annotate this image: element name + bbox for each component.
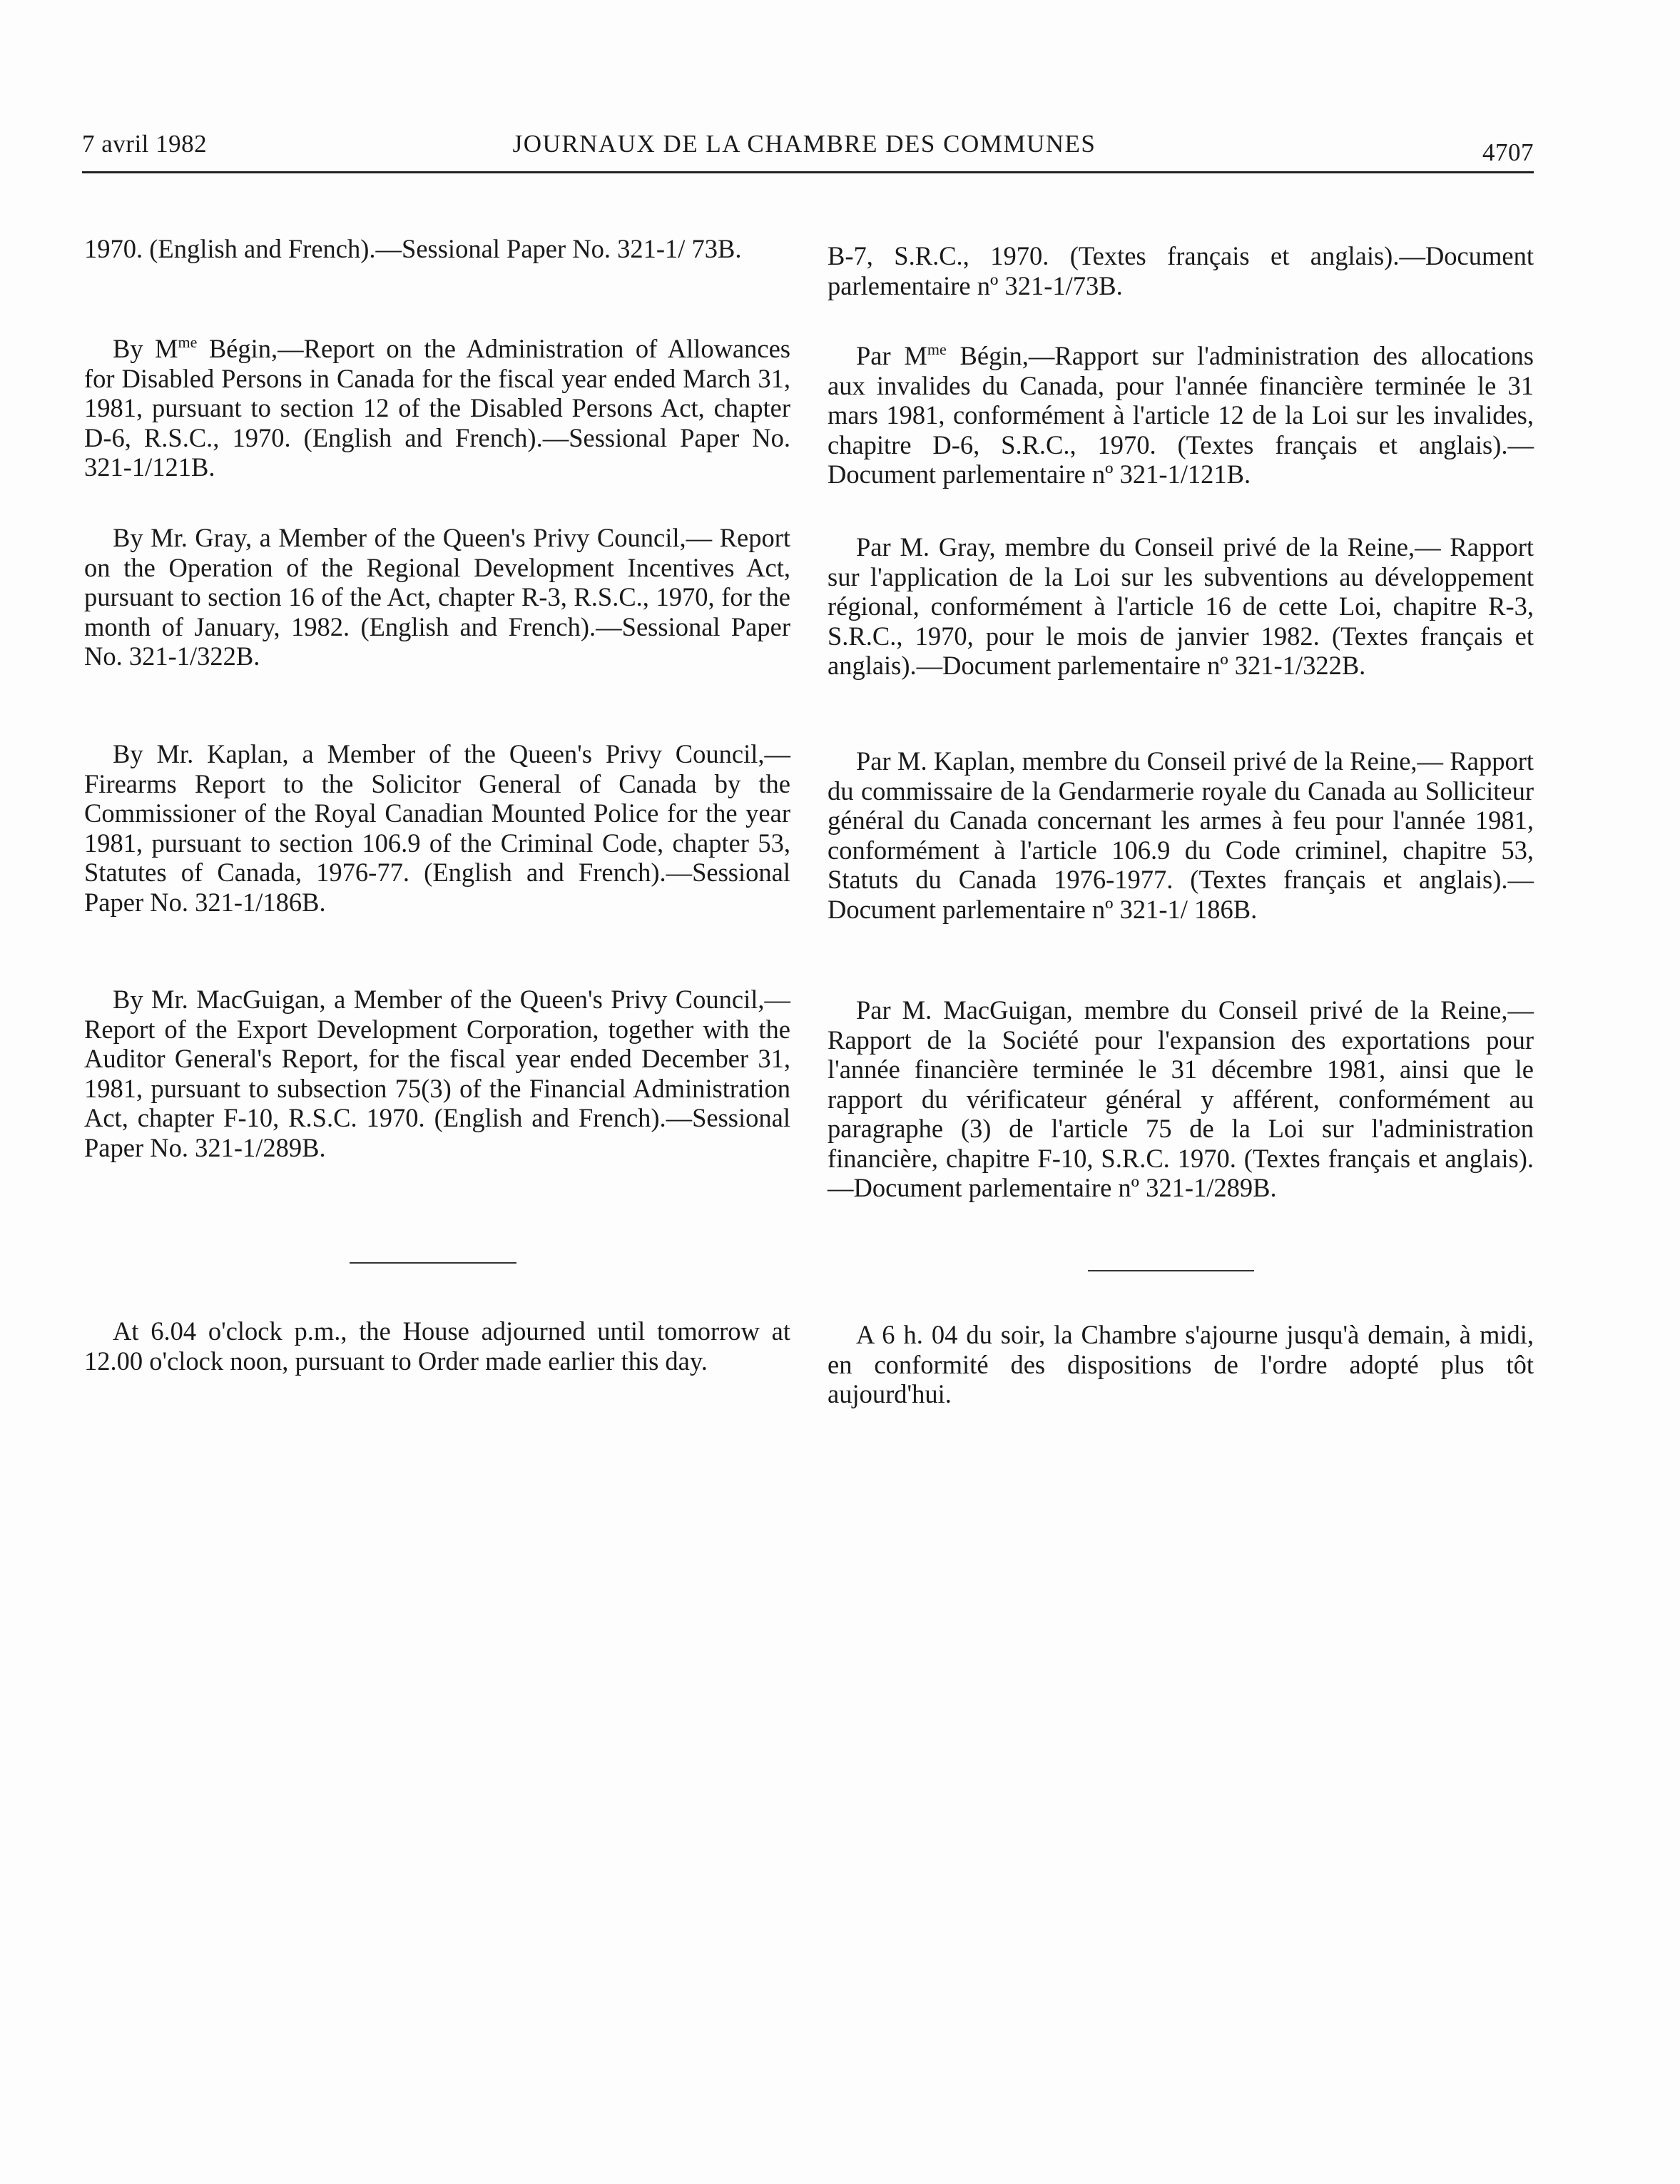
english-entry-gray — [84, 523, 790, 671]
french-begin-superscript: me — [927, 340, 947, 358]
journal-title: JOURNAUX DE LA CHAMBRE DES COMMUNES — [512, 130, 1096, 158]
french-entry-gray-text: Par M. Gray, membre du Conseil privé de la Reine,— Rapport sur l'application de la Loi sur les subventions au développement régional, conformément à l'article 16 de cette Loi, chapitre R-3, S.R.C., 1970, pour le mois de janvier 1982. (Textes français et anglais).—Document parlementaire nº 321-1/322B. — [828, 532, 1534, 680]
french-begin-body: Bégin,—Rapport sur l'administration des allocations aux invalides du Canada, pour l'année financière terminée le 31 mars 1981, conformément à l'article 12 de la Loi sur les invalides, chapitre D-6, S.R.C., 1970. (Textes français et anglais).—Document parlementaire nº 321-1/121B. — [828, 341, 1534, 489]
french-continuation: B-7, S.R.C., 1970. (Textes français et anglais).—Document parlementaire nº 321-1/73B. — [828, 241, 1534, 300]
english-adjournment-block — [84, 1316, 790, 1376]
running-header — [82, 123, 1534, 166]
english-entry-macguigan — [84, 985, 790, 1162]
french-entry-kaplan — [828, 746, 1534, 924]
english-adjournment: At 6.04 o'clock p.m., the House adjourned until tomorrow at 12.00 o'clock noon, pursuant to Order made earlier this day. — [84, 1316, 790, 1376]
english-begin-lead: By M — [113, 334, 178, 363]
french-entry-macguigan — [828, 995, 1534, 1203]
french-continuation-block — [828, 241, 1534, 300]
french-entry-begin-text — [828, 341, 1534, 489]
english-section-separator — [350, 1262, 516, 1264]
english-entry-gray-text: By Mr. Gray, a Member of the Queen's Privy Council,— Report on the Operation of the Regional Development Incentives Act, pursuant to section 16 of the Act, chapter R-3, R.S.C., 1970, for the month of January, 1982. (English and French).—Sessional Paper No. 321-1/322B. — [84, 523, 790, 671]
english-entry-kaplan — [84, 739, 790, 917]
header-date: 7 avril 1982 — [82, 130, 208, 158]
french-section-separator — [1088, 1270, 1254, 1271]
english-entry-kaplan-text: By Mr. Kaplan, a Member of the Queen's Privy Council,— Firearms Report to the Solicitor General of Canada by the Commissioner of the Royal Canadian Mounted Police for the year 1981, pursuant to section 106.9 of the Criminal Code, chapter 53, Statutes of Canada, 1976-77. (English and French).—Sessional Paper No. 321-1/186B. — [84, 739, 790, 917]
english-entry-begin — [84, 334, 790, 482]
english-entry-begin-text — [84, 334, 790, 482]
english-begin-superscript: me — [178, 333, 198, 351]
french-begin-lead: Par M — [856, 341, 927, 370]
french-entry-kaplan-text: Par M. Kaplan, membre du Conseil privé de la Reine,— Rapport du commissaire de la Gendarmerie royale du Canada au Solliciteur général du Canada concernant les armes à feu pour l'année 1981, conformément à l'article 106.9 du Code criminel, chapitre 53, Statuts du Canada 1976-1977. (Textes français et anglais).—Document parlementaire nº 321-1/ 186B. — [828, 746, 1534, 924]
english-begin-body: Bégin,—Report on the Administration of Allowances for Disabled Persons in Canada for the fiscal year ended March 31, 1981, pursuant to section 12 of the Disabled Persons Act, chapter D-6, R.S.C., 1970. (English and French).—Sessional Paper No. 321-1/121B. — [84, 334, 790, 482]
french-adjournment: A 6 h. 04 du soir, la Chambre s'ajourne jusqu'à demain, à midi, en conformité des dispositions de l'ordre adopté plus tôt aujourd'hui. — [828, 1320, 1534, 1408]
english-continuation-block — [84, 234, 790, 264]
french-entry-gray — [828, 532, 1534, 681]
english-entry-macguigan-text: By Mr. MacGuigan, a Member of the Queen's Privy Council,—Report of the Export Development Corporation, together with the Auditor General's Report, for the fiscal year ended December 31, 1981, pursuant to subsection 75(3) of the Financial Administration Act, chapter F-10, R.S.C. 1970. (English and French).—Sessional Paper No. 321-1/289B. — [84, 985, 790, 1162]
english-continuation: 1970. (English and French).—Sessional Paper No. 321-1/ 73B. — [84, 234, 742, 263]
french-adjournment-block — [828, 1320, 1534, 1409]
header-rule — [82, 171, 1534, 173]
french-entry-macguigan-text: Par M. MacGuigan, membre du Conseil privé de la Reine,—Rapport de la Société pour l'expansion des exportations pour l'année financière terminée le 31 décembre 1981, ainsi que le rapport du vérificateur général y afférent, conformément au paragraphe (3) de l'article 75 de la Loi sur l'administration financière, chapitre F-10, S.R.C. 1970. (Textes français et anglais).—Document parlementaire nº 321-1/289B. — [828, 995, 1534, 1202]
french-entry-begin — [828, 341, 1534, 489]
page-number: 4707 — [1482, 138, 1534, 166]
